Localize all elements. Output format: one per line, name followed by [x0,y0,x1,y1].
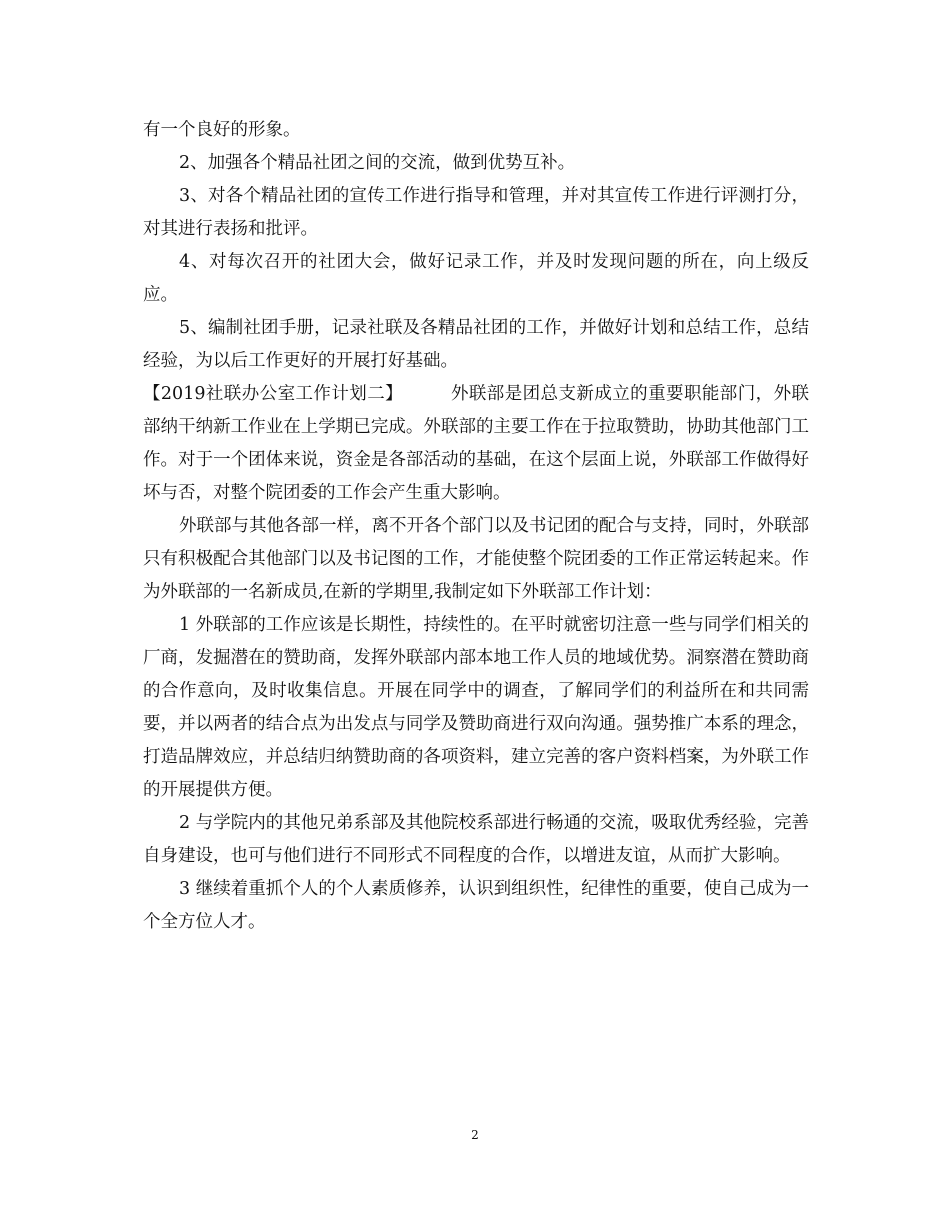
page-number: 2 [471,1128,479,1142]
paragraph-2: 2、加强各个精品社团之间的交流，做到优势互补。 [179,153,576,173]
paragraph-10: 3 继续着重抓个人的个人素质修养，认识到组织性，纪律性的重要，使自己成为一个全方位人才。 [143,879,809,932]
paragraph-4: 4、对每次召开的社团大会，做好记录工作，并及时发现问题的所在，向上级反应。 [143,252,809,305]
paragraph-7: 外联部与其他各部一样，离不开各个部门以及书记团的配合与支持，同时，外联部只有积极配合其他部门以及书记图的工作，才能使整个院团委的工作正常运转起来。作为外联部的一名新成员,在新的学期里,我制定如下外联部工作计划： [143,516,809,602]
paragraph-9: 2 与学院内的其他兄弟系部及其他院校系部进行畅通的交流，吸取优秀经验，完善自身建设，也可与他们进行不同形式不同程度的合作，以增进友谊，从而扩大影响。 [143,813,809,866]
paragraph-3: 3、对各个精品社团的宣传工作进行指导和管理，并对其宣传工作进行评测打分，对其进行表扬和批评。 [143,186,809,239]
section-heading-paragraph: 【2019社联办公室工作计划二】 外联部是团总支新成立的重要职能部门，外联部纳干纳新工作业在上学期已完成。外联部的主要工作在于拉取赞助，协助其他部门工作。对于一个团体来说，资金是各部活动的基础，在这个层面上说，外联部工作做得好坏与否，对整个院团委的工作会产生重大影响。 [143,384,809,503]
paragraph-1: 有一个良好的形象。 [143,120,301,140]
document-body [143,114,809,939]
paragraph-8: 1 外联部的工作应该是长期性，持续性的。在平时就密切注意一些与同学们相关的厂商，发掘潜在的赞助商，发挥外联部内部本地工作人员的地域优势。洞察潜在赞助商的合作意向，及时收集信息。开展在同学中的调查，了解同学们的利益所在和共同需要，并以两者的结合点为出发点与同学及赞助商进行双向沟通。强势推广本系的理念，打造品牌效应，并总结归纳赞助商的各项资料，建立完善的客户资料档案，为外联工作的开展提供方便。 [143,615,809,800]
paragraph-5: 5、编制社团手册，记录社联及各精品社团的工作，并做好计划和总结工作，总结经验，为以后工作更好的开展打好基础。 [143,318,809,371]
